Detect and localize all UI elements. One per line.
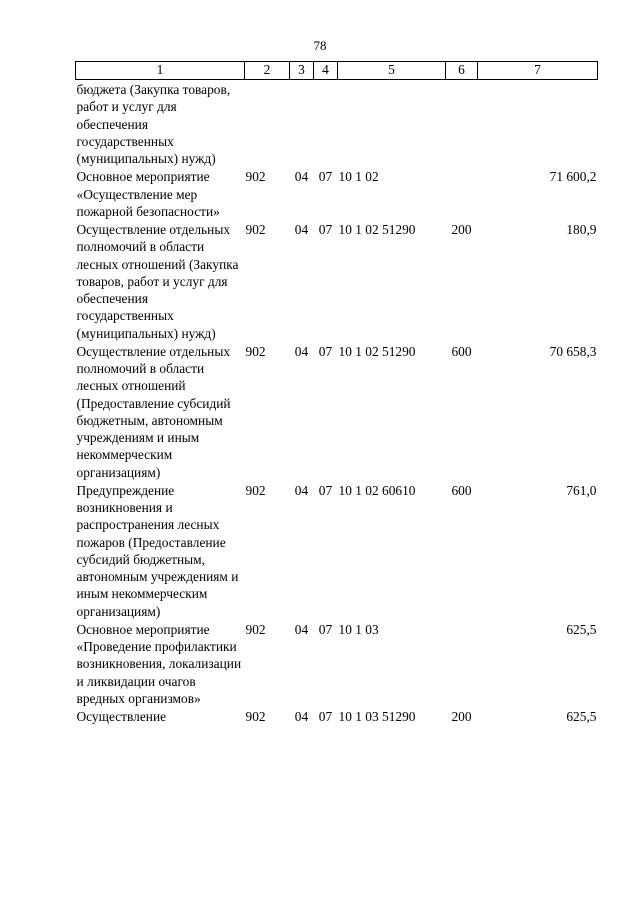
row-rz: 04 [294, 709, 309, 724]
row-rz: 04 [294, 169, 309, 185]
row-pr [314, 80, 338, 168]
row-vr: 200 [451, 709, 472, 724]
page-number: 78 [313, 38, 327, 53]
row-csr: 10 1 03 [338, 621, 379, 637]
row-pr: 07 [318, 621, 333, 637]
table-row [76, 342, 598, 481]
row-ved: 902 [245, 709, 266, 724]
row-vr [446, 167, 478, 220]
row-sum: 71 600,2 [549, 169, 597, 185]
budget-table [75, 61, 598, 725]
row-csr: 10 1 03 51290 [338, 709, 416, 724]
row-ved: 902 [245, 621, 266, 637]
table-row [76, 481, 598, 620]
row-pr: 07 [318, 222, 333, 237]
row-csr: 10 1 02 51290 [338, 222, 416, 237]
header-row [76, 62, 598, 80]
row-rz: 04 [294, 222, 309, 237]
row-rz: 04 [294, 482, 309, 498]
row-vr: 600 [451, 343, 472, 359]
table-row [76, 220, 598, 342]
row-name: бюджета (Закупка товаров, работ и услуг для обеспечения государственных (муниципальных) нужд) [76, 82, 231, 166]
header-col-6: 6 [446, 62, 478, 80]
row-vr: 200 [451, 222, 472, 237]
table-row [76, 620, 598, 707]
row-vr [446, 80, 478, 168]
row-pr: 07 [318, 169, 333, 185]
row-name: Основное мероприятие «Осуществление мер пожарной безопасности» [76, 169, 220, 219]
row-sum: 625,5 [566, 709, 597, 724]
row-ved: 902 [245, 222, 266, 237]
row-csr: 10 1 02 [338, 169, 379, 185]
row-rz: 04 [294, 343, 309, 359]
header-col-4: 4 [314, 62, 338, 80]
row-csr: 10 1 02 60610 [338, 482, 416, 498]
row-name: Осуществление отдельных полномочий в области лесных отношений (Предоставление субсидий бюджетным, автономным учреждениям и иным некоммерческим организациям) [76, 343, 231, 480]
row-rz: 04 [294, 621, 309, 637]
row-sum: 761,0 [566, 482, 597, 498]
row-vr: 600 [451, 482, 472, 498]
row-csr [338, 80, 446, 168]
header-col-1: 1 [76, 62, 245, 80]
row-ved [245, 80, 290, 168]
table-row [76, 707, 598, 725]
header-col-5: 5 [338, 62, 446, 80]
row-name: Осуществление [76, 709, 167, 724]
row-ved: 902 [245, 169, 266, 185]
table-row [76, 167, 598, 220]
row-pr: 07 [318, 709, 333, 724]
row-ved: 902 [245, 482, 266, 498]
row-ved: 902 [245, 343, 266, 359]
row-sum: 180,9 [566, 222, 597, 237]
row-pr: 07 [318, 482, 333, 498]
row-name: Предупреждение возникновения и распространения лесных пожаров (Предоставление субсидий бюджетным, автономным учреждениям и иным некоммерческим организациям) [76, 482, 239, 619]
row-pr: 07 [318, 343, 333, 359]
table-row [76, 80, 598, 168]
header-col-2: 2 [245, 62, 290, 80]
row-sum: 70 658,3 [549, 343, 597, 359]
row-name: Основное мероприятие «Проведение профилактики возникновения, локализации и ликвидации очагов вредных организмов» [76, 621, 242, 706]
row-sum: 625,5 [566, 621, 597, 637]
row-vr [446, 620, 478, 707]
row-csr: 10 1 02 51290 [338, 343, 416, 359]
header-col-3: 3 [290, 62, 314, 80]
row-name: Осуществление отдельных полномочий в области лесных отношений (Закупка товаров, работ и услуг для обеспечения государственных (муниципальных) нужд) [76, 222, 239, 341]
row-sum [478, 80, 598, 168]
row-rz [290, 80, 314, 168]
header-col-7: 7 [478, 62, 598, 80]
